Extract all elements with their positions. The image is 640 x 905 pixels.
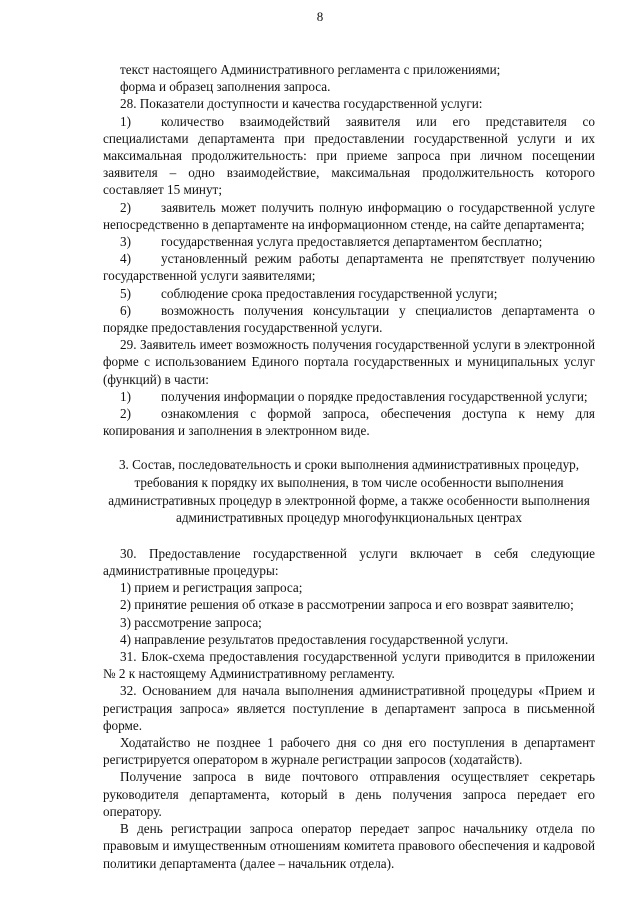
numbered-item: [103, 199, 595, 233]
item-text: ознакомления с формой запроса, обеспечения доступа к нему для копирования и заполнения в электронном виде.: [103, 406, 595, 439]
document-body: [103, 61, 595, 872]
item-number: 2): [120, 199, 131, 215]
paragraph: 30. Предоставление государственной услуги включает в себя следующие административные процедуры:: [103, 545, 595, 579]
paragraph: 1) прием и регистрация запроса;: [120, 580, 303, 596]
paragraph: форма и образец заполнения запроса.: [120, 79, 331, 95]
item-text: возможность получения консультации у специалистов департамента о порядке предоставления государственной услуги.: [103, 302, 595, 336]
paragraph: 32. Основанием для начала выполнения административной процедуры «Прием и регистрация запроса» является поступление в департамент запроса в письменной форме.: [103, 683, 595, 733]
numbered-item: [103, 113, 595, 199]
item-number: 5): [120, 285, 131, 301]
item-text: соблюдение срока предоставления государственной услуги;: [161, 285, 498, 301]
item-number: 1): [120, 388, 131, 404]
paragraph: текст настоящего Административного регламента с приложениями;: [120, 62, 501, 77]
paragraph: 4) направление результатов предоставления государственной услуги.: [120, 631, 509, 647]
numbered-item: [103, 285, 595, 302]
item-text: установленный режим работы департамента не препятствует получению государственной услуги заявителями;: [103, 251, 595, 284]
paragraphs-bottom: [103, 545, 595, 872]
numbered-item: [103, 233, 595, 250]
paragraphs-top: [103, 61, 595, 439]
item-number: 2): [120, 406, 131, 422]
section-heading: 3. Состав, последовательность и сроки выполнения административных процедур, требования к порядку их выполнения, в том числе особенности выполнения административных процедур в электронной форме, а также особенности выполнения административных процедур многофункциональных центрах: [108, 457, 590, 526]
page-number: 8: [316, 9, 324, 24]
paragraph: 2) принятие решения об отказе в рассмотрении запроса и его возврат заявителю;: [120, 597, 574, 613]
numbered-item: [103, 405, 595, 439]
paragraph: Получение запроса в виде почтового отправления осуществляет секретарь руководителя департамента, который в день получения запроса передает его оператору.: [103, 769, 595, 819]
numbered-item: [103, 250, 595, 284]
item-number: 3): [120, 234, 131, 250]
item-number: 1): [120, 113, 131, 129]
paragraph: 29. Заявитель имеет возможность получения государственной услуги в электронной форме с использованием Единого портала государственных и муниципальных услуг (функций) в части:: [103, 337, 595, 387]
item-number: 6): [120, 302, 131, 318]
item-number: 4): [120, 251, 131, 267]
item-text: получения информации о порядке предоставления государственной услуги;: [161, 388, 588, 404]
paragraph: 31. Блок-схема предоставления государственной услуги приводится в приложении № 2 к настоящему Административному регламенту.: [103, 649, 595, 682]
paragraph: В день регистрации запроса оператор передает запрос начальнику отдела по правовым и имущественным отношениям комитета правового обеспечения и кадровой политики департамента (далее – начальник отдела).: [103, 821, 595, 871]
numbered-item: [103, 302, 595, 336]
numbered-item: [103, 388, 595, 405]
paragraph: 3) рассмотрение запроса;: [120, 614, 262, 630]
item-text: количество взаимодействий заявителя или его представителя со специалистами департамента при предоставлении государственной услуги и их максимальная продолжительность: при приеме запроса при личном посещении заявителя – одно взаимодействие, максимальная продолжительность которого составляет 15 минут;: [103, 113, 595, 198]
item-text: заявитель может получить полную информацию о государственной услуге непосредственно в департаменте на информационном стенде, на сайте департамента;: [103, 199, 595, 232]
paragraph: 28. Показатели доступности и качества государственной услуги:: [120, 96, 483, 112]
paragraph: Ходатайство не позднее 1 рабочего дня со дня его поступления в департамент регистрируется оператором в журнале регистрации запросов (ходатайств).: [103, 735, 595, 768]
item-text: государственная услуга предоставляется департаментом бесплатно;: [161, 234, 543, 250]
